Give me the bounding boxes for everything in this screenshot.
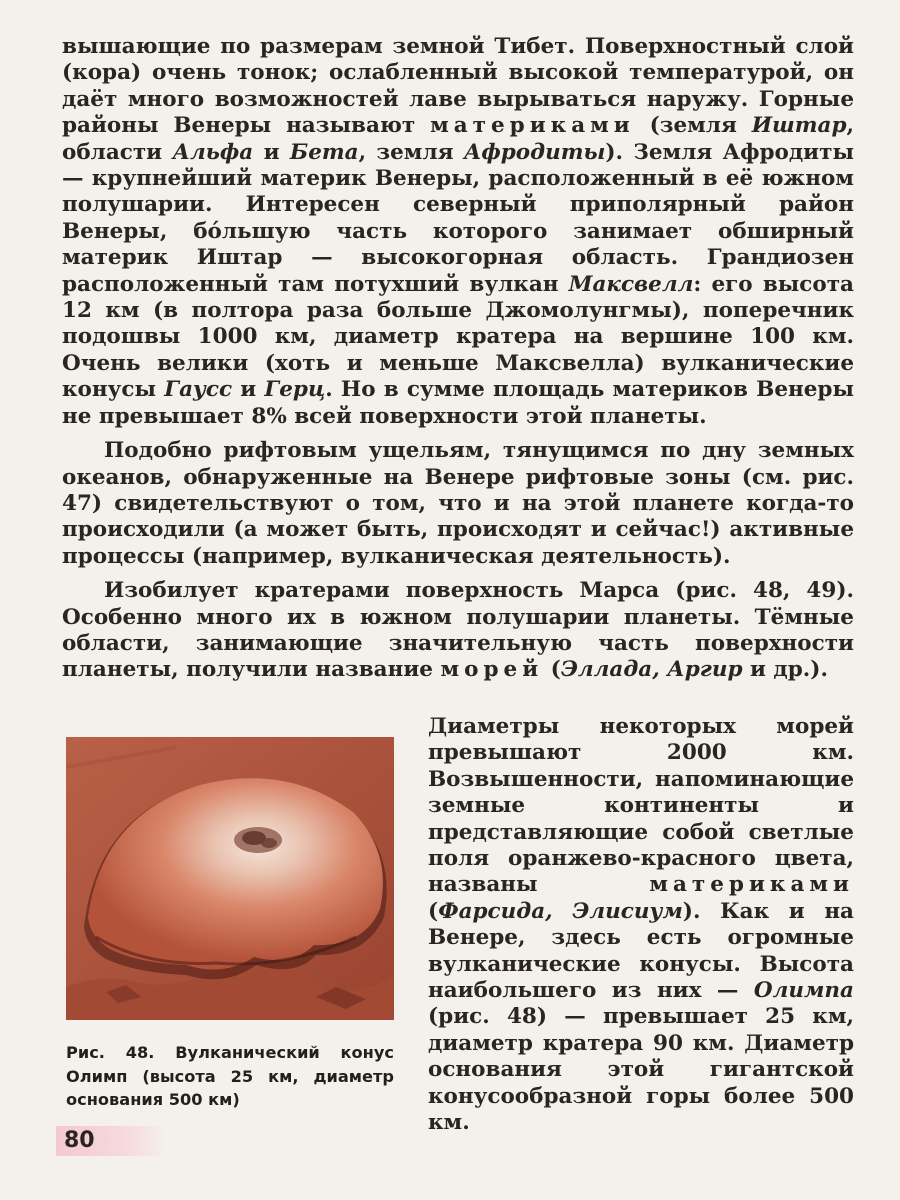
term-maxwell: Максвелл xyxy=(568,271,694,297)
text-run: , области xyxy=(62,113,854,165)
term-aphrodite: Афродиты xyxy=(463,139,606,165)
text-run: , земля xyxy=(358,139,464,165)
main-text-column xyxy=(62,34,854,684)
text-run: и xyxy=(253,139,290,165)
term-tharsis-elysium: Фарсида, Элисиум xyxy=(438,898,683,924)
term-continents: материками xyxy=(649,872,854,898)
right-text-column xyxy=(428,714,854,1137)
term-continents: материками xyxy=(430,113,635,139)
olympus-mons-image xyxy=(66,737,394,1020)
text-run: : его высота 12 км (в полтора раза больше Джомолунгмы), поперечник подошвы 1000 км, диаметр кратера на вершине 100 км. Очень велики (хоть и меньше Максвелла) вулканические конусы xyxy=(62,271,854,403)
text-run: и др.). xyxy=(742,657,828,683)
paragraph-mars-continents xyxy=(428,714,854,1137)
term-mars: Марса xyxy=(579,578,660,604)
figure-olympus-mons xyxy=(66,737,394,1020)
term-gauss: Гаусс xyxy=(164,377,233,403)
term-hellas-argyre: Эллада, Аргир xyxy=(560,657,743,683)
text-run: ). Земля Афродиты — крупнейший материк Венеры, расположенный в её южном полушарии. Интересен северный приполярный район Венеры, бóльшую часть которого занимает обширный материк Иштар — высокогорная область. Грандиозен расположенный там потухший вулкан xyxy=(62,139,854,297)
term-alpha: Альфа xyxy=(172,139,254,165)
paragraph-venus-mountains xyxy=(62,34,854,430)
text-run: . Но в сумме площадь материков Венеры не превышает 8% всей поверхности этой планеты. xyxy=(62,377,854,429)
text-run: ( xyxy=(543,657,561,683)
text-run: и xyxy=(232,377,265,403)
term-seas: морей xyxy=(440,657,544,683)
paragraph-rift-zones: Подобно рифтовым ущельям, тянущимся по дну земных океанов, обнаруженные на Венере рифтовые зоны (см. рис. 47) свидетельствуют о том, что и на этой планете когда-то происходили (а может быть, происходят и сейчас!) активные процессы (например, вулканическая деятельность). xyxy=(62,438,854,569)
figure-caption: Рис. 48. Вулканический конус Олимп (высота 25 км, диаметр основания 500 км) xyxy=(66,1043,394,1109)
term-beta: Бета xyxy=(289,139,359,165)
text-run: (рис. 48, 49). Особенно много их в южном полушарии планеты. Тёмные области, занимающие значительную часть поверхности планеты, получили название xyxy=(62,578,854,683)
text-run: (рис. 48) — превышает 25 км, диаметр кратера 90 км. Диаметр основания этой гигантской конусообразной горы более 500 км. xyxy=(428,1004,854,1136)
text-run: Диаметры некоторых морей превышают 2000 км. Возвышенности, напоминающие земные континенты и представляющие собой светлые поля оранжево-красного цвета, названы xyxy=(428,714,854,898)
term-olympus: Олимпа xyxy=(753,978,854,1004)
text-run: Изобилует кратерами поверхность xyxy=(104,578,580,604)
text-run: (земля xyxy=(634,113,752,139)
text-run: вышающие по размерам земной Тибет. Поверхностный слой (кора) очень тонок; ослабленный высокой температурой, он даёт много возможностей лаве вырываться наружу. Горные районы Венеры называют xyxy=(62,34,854,139)
page-number: 80 xyxy=(64,1128,95,1153)
term-hertz: Герц xyxy=(264,377,326,403)
paragraph-mars-craters xyxy=(62,578,854,684)
text-run: ( xyxy=(428,898,439,924)
page-number-badge xyxy=(56,1126,168,1156)
term-ishtar: Иштар xyxy=(751,113,847,139)
text-run: ). Как и на Венере, здесь есть огромные вулканические конусы. Высота наибольшего из них — xyxy=(428,898,854,1004)
